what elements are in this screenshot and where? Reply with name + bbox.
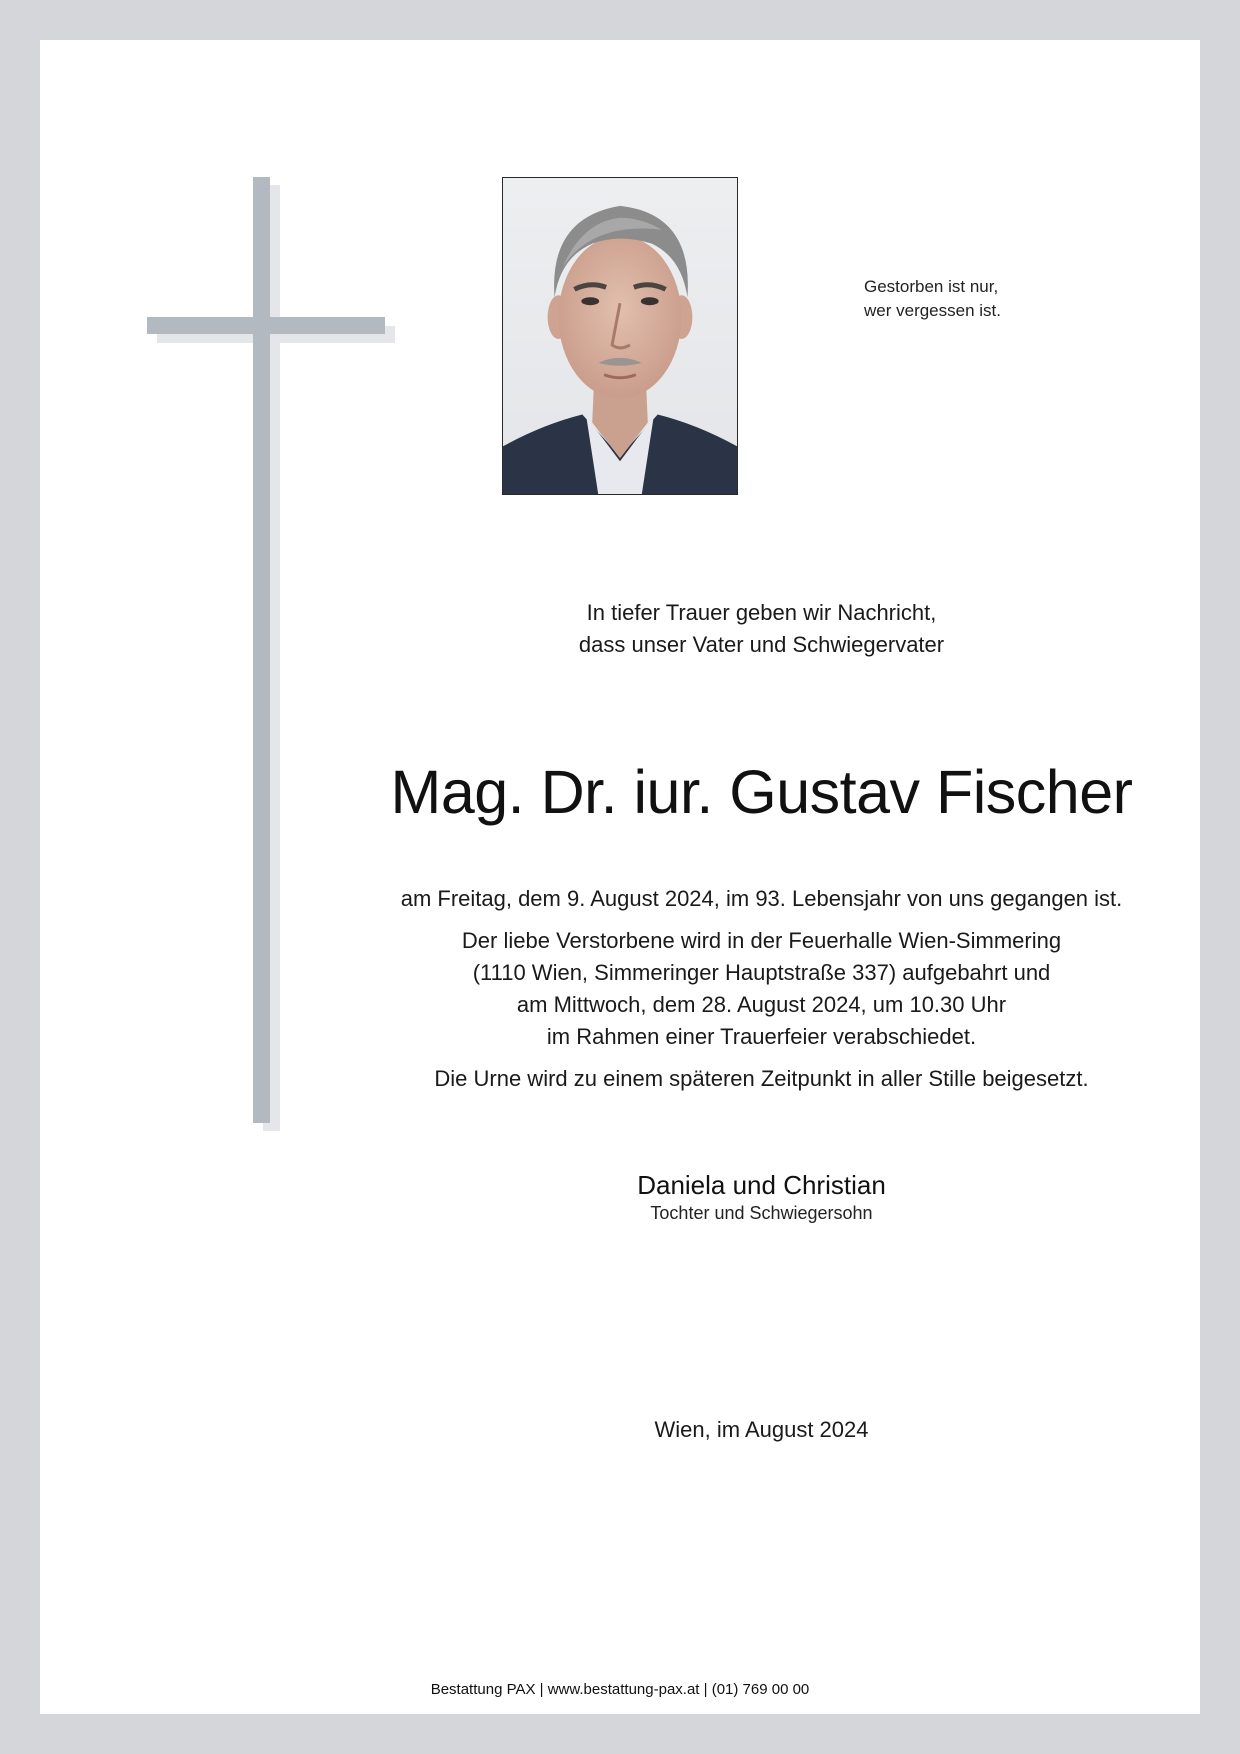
intro-line-1: In tiefer Trauer geben wir Nachricht,	[586, 600, 937, 625]
details-line-3: (1110 Wien, Simmeringer Hauptstraße 337) aufgebahrt und	[472, 960, 1051, 985]
details-line-2: Der liebe Verstorbene wird in der Feuerhalle Wien-Simmering	[461, 928, 1062, 953]
cross-horizontal-bar	[147, 317, 385, 334]
mourners-names: Daniela und Christian	[637, 1170, 886, 1200]
intro-line-2: dass unser Vater und Schwiegervater	[578, 632, 945, 657]
footer-text: Bestattung PAX | www.bestattung-pax.at | (01) 769 00 00	[430, 1681, 810, 1698]
details-line-4: am Mittwoch, dem 28. August 2024, um 10.30 Uhr	[516, 992, 1007, 1017]
intro-text	[40, 597, 1200, 661]
portrait-photo	[502, 177, 738, 495]
deceased-name	[40, 756, 1200, 828]
quote-line-1: Gestorben ist nur,	[864, 277, 999, 296]
place-and-date	[40, 1414, 1200, 1446]
details-line-1: am Freitag, dem 9. August 2024, im 93. Lebensjahr von uns gegangen ist.	[400, 886, 1123, 911]
mourners-relation: Tochter und Schwiegersohn	[650, 1203, 873, 1223]
memorial-quote	[864, 275, 1104, 323]
obituary-sheet	[40, 40, 1200, 1714]
undertaker-footer	[40, 1680, 1200, 1700]
details-line-6: Die Urne wird zu einem späteren Zeitpunkt in aller Stille beigesetzt.	[434, 1066, 1089, 1091]
deceased-name-text: Mag. Dr. iur. Gustav Fischer	[390, 758, 1133, 826]
funeral-details	[40, 883, 1200, 1095]
details-line-5: im Rahmen einer Trauerfeier verabschiedet.	[546, 1024, 977, 1049]
quote-line-2: wer vergessen ist.	[864, 301, 1001, 320]
place-date-text: Wien, im August 2024	[654, 1417, 869, 1442]
mourners-block	[40, 1169, 1200, 1225]
